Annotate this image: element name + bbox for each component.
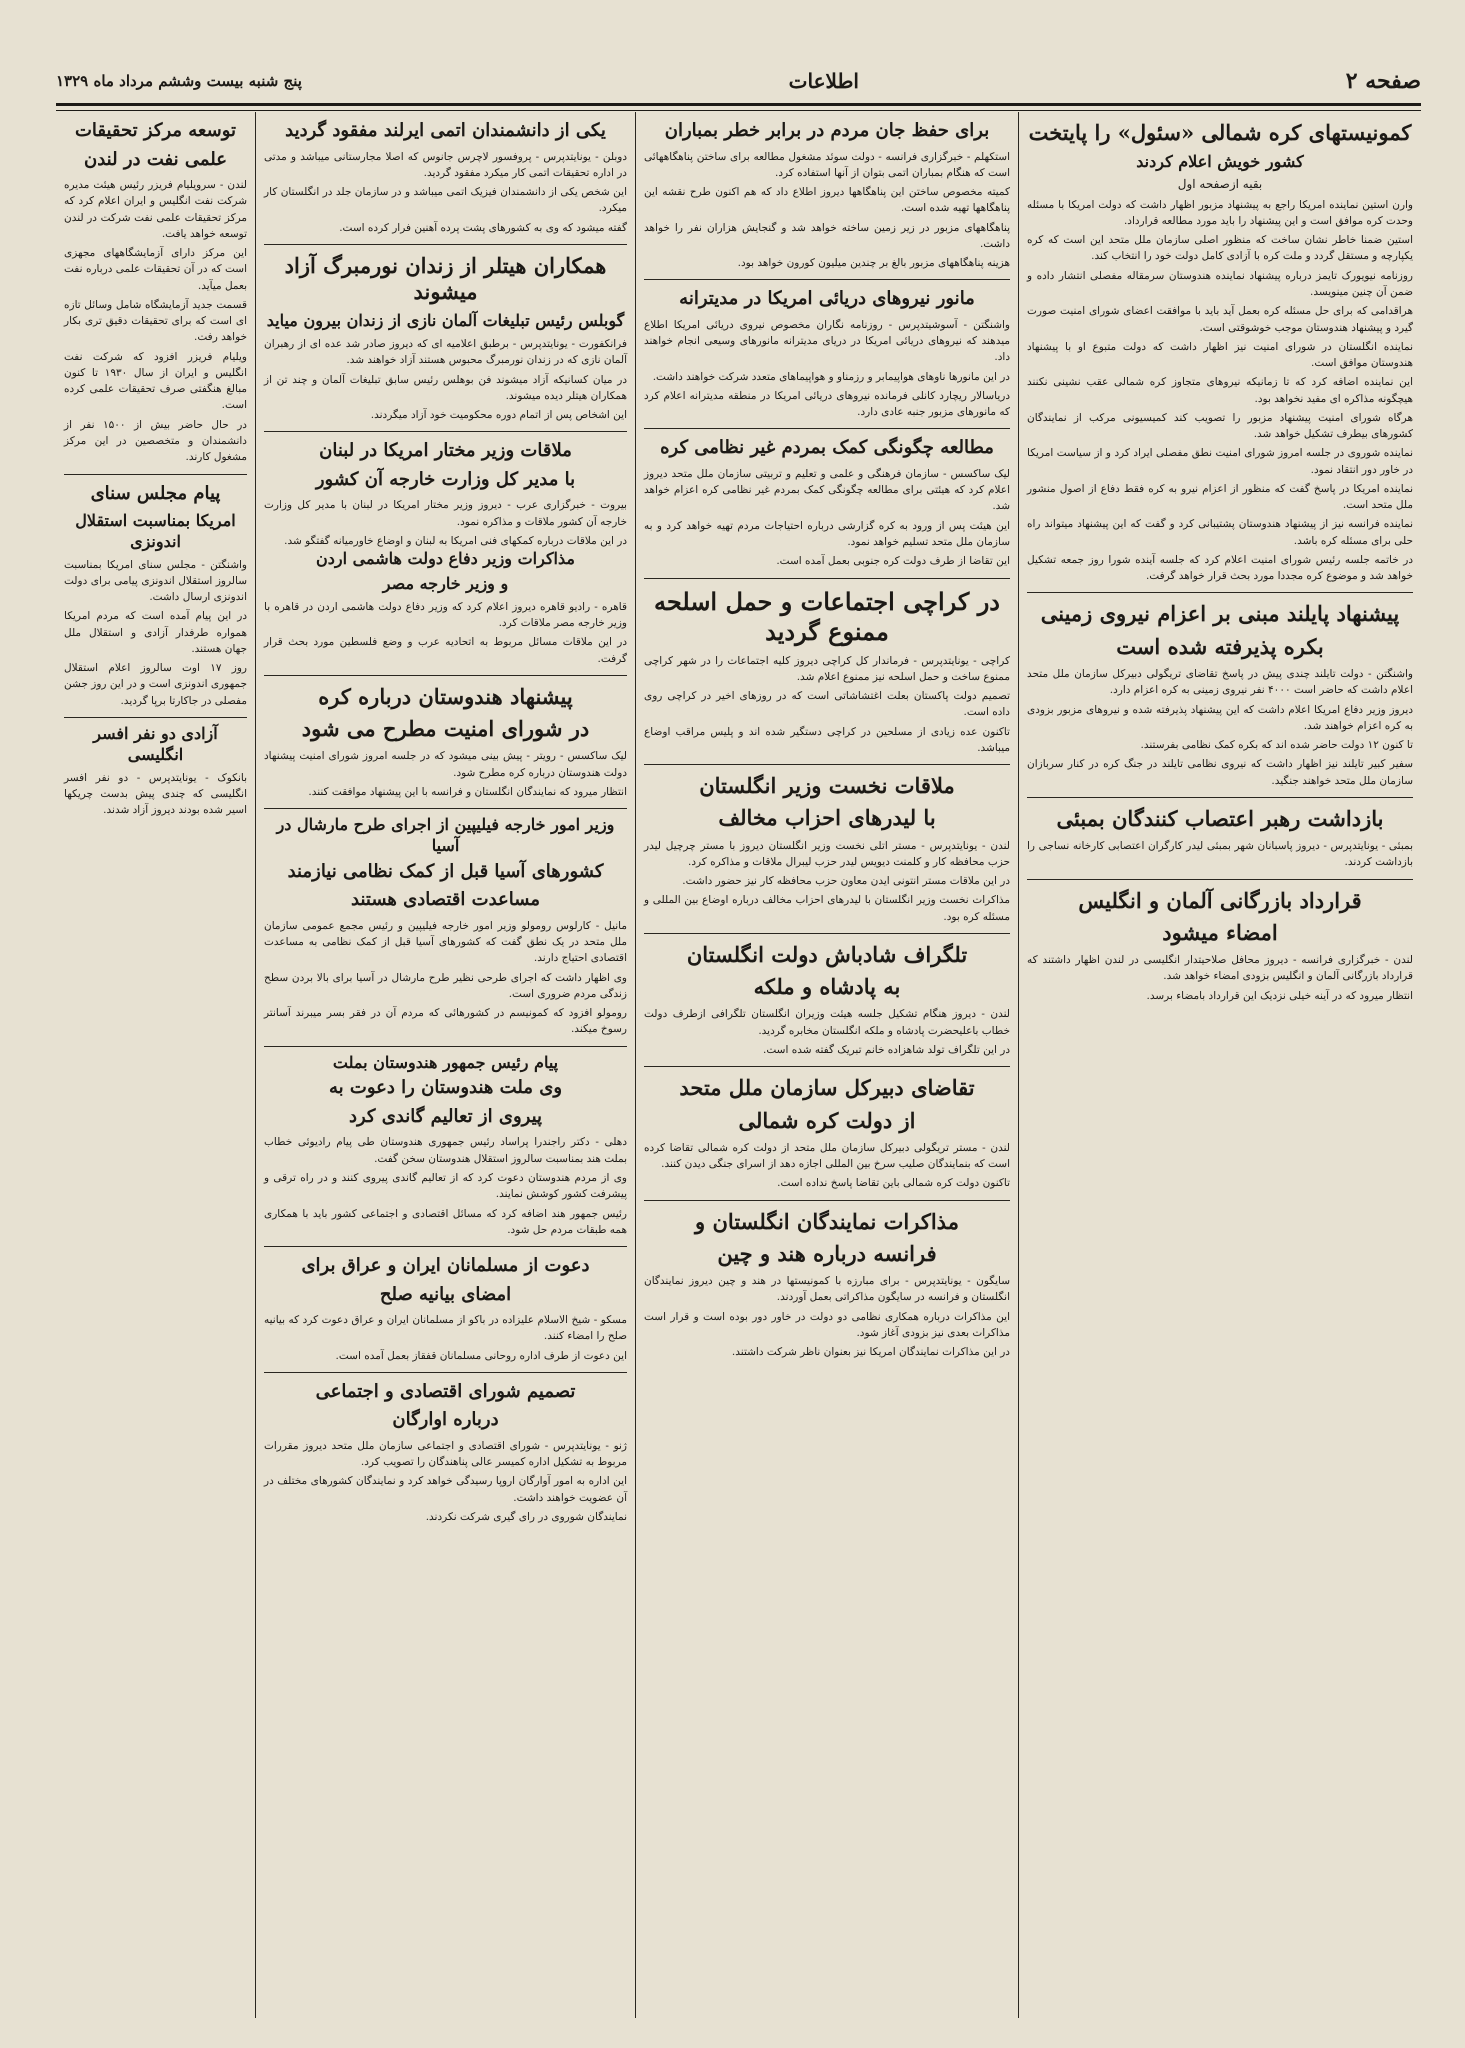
column-3 xyxy=(56,112,256,2018)
article-bomb-shelters xyxy=(644,112,1010,280)
article-korea-civilians xyxy=(644,429,1010,578)
column-4 xyxy=(256,112,636,2018)
paragraph: هراقدامی که برای حل مسئله کره بعمل آید باید با موافقت اعضای شورای امنیت صورت گیرد و پیشنهاد هندوستان موجب خوشوقتی است. xyxy=(1027,305,1413,334)
paragraph: نمایندگان شوروی در رای گیری شرکت نکردند. xyxy=(425,1510,627,1523)
headline: پیشنهاد هندوستان درباره کره xyxy=(318,683,573,709)
headline-line2: با مدیر کل وزارت خارجه آن کشور xyxy=(315,468,576,490)
paragraph: در حال حاضر بیش از ۱۵۰۰ نفر از دانشمندان و متخصصین در این مرکز مشغول کارند. xyxy=(64,418,247,464)
article-karachi xyxy=(644,579,1010,766)
paragraph: این مرکز دارای آزمایشگاههای مجهزی است که در آن تحقیقات علمی درباره نفت بعمل میآید. xyxy=(64,247,247,292)
paragraph: استین ضمنا خاطر نشان ساخت که منظور اصلی سازمان ملل متحد این است که کره یکپارچه و مستقل گردد و ملت کره با آزادی کامل دولت خود را انتخاب کند. xyxy=(1027,234,1413,263)
headline-line2: امضای بیانیه صلح xyxy=(379,1283,512,1305)
article-un-request xyxy=(644,1067,1010,1200)
paragraph: وارن استین نماینده امریکا راجع به پیشنهاد مزبور اظهار داشت که دولت امریکا با مسئله وحدت کره موافق است و این پیشنهاد را باید مورد مطالعه قرارداد. xyxy=(1027,198,1413,227)
article-philippines xyxy=(264,809,627,1046)
paragraph: لیک ساکسس - رویتر - پیش بینی میشود که در جلسه امروز شورای امنیت پیشنهاد دولت هندوستان درباره کره مطرح شود. xyxy=(264,750,627,779)
paragraph: تا کنون ۱۲ دولت حاضر شده اند که بکره کمک نظامی بفرستند. xyxy=(1140,739,1413,752)
paragraph: تاکنون عده زیادی از مسلحین در کراچی دستگیر شده اند و پلیس مراقب اوضاع میباشد. xyxy=(644,725,1010,754)
paragraph: دهلی - دکتر راجندرا پراساد رئیس جمهوری هندوستان طی پیام رادیوئی خطاب بملت هند بمناسبت سالروز استقلال هندوستان سخن گفت. xyxy=(264,1136,627,1165)
paragraph: بمبئی - یونایتدپرس - دیروز پاسبانان شهر بمبئی لیدر کارگران اعتصابی کارخانه نساجی را بازداشت کردند. xyxy=(1027,840,1413,869)
paragraph: وی اظهار داشت که اجرای طرحی نظیر طرح مارشال در آسیا برای بالا بردن سطح زندگی مردم ضروری است. xyxy=(264,971,627,1000)
paragraph: لندن - یونایتدپرس - مستر اتلی نخست وزیر انگلستان دیروز با مستر چرچیل لیدر حزب محافظه کار و کلمنت دیویس لیدر حزب لیبرال ملاقات و مذاکره کرد. xyxy=(644,839,1010,868)
paragraph: در این مذاکرات نمایندگان امریکا نیز بعنوان ناظر شرکت داشتند. xyxy=(731,1346,1010,1359)
article-lebanon xyxy=(264,432,627,675)
paragraph: پناهگاههای مزبور در زیر زمین ساخته خواهد شد و گنجایش هزاران نفر را خواهد داشت. xyxy=(644,221,1010,250)
subheadline: مذاکرات وزیر دفاع دولت هاشمی اردن xyxy=(316,549,575,569)
headline: مطالعه چگونگی کمک بمردم غیر نظامی کره xyxy=(660,437,994,459)
paragraph: لندن - دیروز هنگام تشکیل جلسه هیئت وزیران انگلستان تلگرافی ازطرف دولت خطاب باعلیحضرت پادشاه و ملکه انگلستان مخابره گردید. xyxy=(644,1008,1010,1037)
headline: بازداشت رهبر اعتصاب کنندگان بمبئی xyxy=(1056,805,1384,831)
paragraph: تصمیم دولت پاکستان بعلت اغتشاشاتی است که در روزهای اخیر در کراچی روی داده است. xyxy=(644,690,1010,719)
subheadline: امریکا بمناسبت استقلال اندونزی xyxy=(75,511,236,551)
paragraph: فرانکفورت - یونایتدپرس - برطبق اعلامیه ای که دیروز صادر شد عده ای از رهبران آلمان نازی که در زندان نورمبرگ محبوس هستند آزاد خواهند شد. xyxy=(264,338,627,367)
paragraph: گفته میشود که وی به کشورهای پشت پرده آهنین فرار کرده است. xyxy=(339,221,627,234)
columns xyxy=(56,112,1421,2018)
issue-date: پنج شنبه بیست وششم مرداد ماه ۱۳۲۹ xyxy=(56,72,302,90)
paragraph: رئیس جمهور هند اضافه کرد که مسائل اقتصادی و اجتماعی کشور باید با همکاری همه طبقات مردم حل شود. xyxy=(264,1207,627,1236)
article-india-president xyxy=(264,1047,627,1247)
paragraph: در این ملاقات درباره کمکهای فنی امریکا به لبنان و اوضاع خاورمیانه گفتگو شد. xyxy=(284,534,627,547)
paragraph: تاکنون دولت کره شمالی باین تقاضا پاسخ نداده است. xyxy=(777,1177,1010,1190)
paragraph: نماینده فرانسه نیز از پیشنهاد هندوستان پشتیبانی کرد و گفت که این پیشنهاد میتواند راه حلی برای مسئله کره باشد. xyxy=(1027,518,1413,547)
paragraph: لندن - مستر تریگولی دبیرکل سازمان ملل متحد از دولت کره شمالی تقاضا کرده است که بنمایندگان صلیب سرخ بین المللی اجازه دهد از اسرای جنگی دیدن کنند. xyxy=(644,1141,1010,1171)
headline-line2: در شورای امنیت مطرح می شود xyxy=(301,716,590,742)
headline-line2: درباره اوارگان xyxy=(392,1409,499,1431)
article-mediterranean xyxy=(644,280,1010,429)
paragraph: هرگاه شورای امنیت پیشنهاد مزبور را تصویب کند کمیسیونی مرکب از نمایندگان کشورهای بیطرف تشکیل خواهد شد. xyxy=(1027,411,1413,441)
headline-line2: به پادشاه و ملکه xyxy=(753,974,901,1000)
headline: مانور نیروهای دریائی امریکا در مدیترانه xyxy=(679,288,975,310)
kicker: وزیر امور خارجه فیلیپین از اجرای طرح مارشال در آسیا xyxy=(276,815,615,855)
article-bombay-strike xyxy=(1027,798,1413,880)
headline: کشورهای آسیا قبل از کمک نظامی نیازمند xyxy=(287,860,604,882)
paragraph: روزنامه نیویورک تایمز درباره پیشنهاد نماینده هندوستان سرمقاله مفصلی انتشار داده و ضمن آن چنین مینویسد. xyxy=(1027,269,1413,298)
column-2 xyxy=(636,112,1019,2018)
article-irish-scientist xyxy=(264,112,627,245)
headline: تلگراف شادباش دولت انگلستان xyxy=(686,941,968,967)
headline: پیام مجلس سنای xyxy=(90,482,221,504)
paragraph: واشنگتن - آسوشیتدپرس - روزنامه نگاران مخصوص نیروی دریائی امریکا اطلاع میدهند که نیروهای دریائی امریکا در دریای مدیترانه مانورهای وسیعی انجام خواهند داد. xyxy=(644,318,1010,364)
paragraph: بیروت - خبرگزاری عرب - دیروز وزیر مختار امریکا در لبنان با مدیر کل وزارت خارجه آن کشور ملاقات و مذاکره نمود. xyxy=(264,499,627,528)
subheadline: کشور خویش اعلام کردند xyxy=(1136,152,1304,172)
subheadline-line2: و وزیر خارجه مصر xyxy=(382,574,509,594)
headline: ملاقات نخست وزیر انگلستان xyxy=(699,773,955,799)
headline-line2: با لیدرهای احزاب مخالف xyxy=(718,805,936,831)
paragraph: نماینده شوروی در جلسه امروز شورای امنیت نطق مفصلی ایراد کرد و از سیاست امریکا در خاور دور انتقاد نمود. xyxy=(1027,447,1413,476)
article-senate-indonesia xyxy=(64,475,247,718)
paragraph: دوبلن - یونایتدپرس - پروفسور لاچرس جانوس که اصلا مجارستانی میباشد و مدتی در اداره تحقیقات اتمی کار میکرد مفقود گردید. xyxy=(264,150,627,179)
kicker: پیام رئیس جمهور هندوستان بملت xyxy=(332,1052,559,1072)
headline: قرارداد بازرگانی آلمان و انگلیس xyxy=(1078,887,1362,913)
article-korea-capital xyxy=(1027,112,1413,593)
headline-line2: امضاء میشود xyxy=(1162,919,1278,945)
headline: در کراچی اجتماعات و حمل اسلحه ممنوع گردید xyxy=(654,586,1000,646)
paragraph: کمیته مخصوص ساختن این پناهگاهها دیروز اطلاع داد که هم اکنون طرح نقشه این پناهگاهها تهیه شده است. xyxy=(644,186,1010,215)
page-number: صفحه ۲ xyxy=(1345,68,1421,94)
headline-line2: مساعدت اقتصادی هستند xyxy=(351,889,540,911)
paragraph: مانیل - کارلوس رومولو وزیر امور خارجه فیلیپین و رئیس مجمع عمومی سازمان ملل متحد در یک نطق گفت که کشورهای آسیا قبل از کمک نظامی به مساعدت اقتصادی احتیاج دارند. xyxy=(264,919,627,965)
paragraph: وی از مردم هندوستان دعوت کرد که از تعالیم گاندی پیروی کنند و در راه ترقی و پیشرفت کشور کوشش نمایند. xyxy=(264,1171,627,1201)
column-1 xyxy=(1019,112,1421,2018)
paragraph: ژنو - یونایتدپرس - شورای اقتصادی و اجتماعی سازمان ملل متحد دیروز مقررات مربوط به تشکیل اداره کمیسر عالی پناهندگان را تصویب کرد. xyxy=(264,1439,627,1469)
paragraph: این تقاضا از طرف دولت کره جنوبی بعمل آمده است. xyxy=(776,555,1010,568)
paper-name: اطلاعات xyxy=(788,69,859,93)
headline-line2: فرانسه درباره هند و چین xyxy=(717,1240,937,1266)
paragraph: دیروز وزیر دفاع امریکا اعلام داشت که این پیشنهاد پذیرفته شده و نیروهای مزبور بزودی به کره اعزام خواهند شد. xyxy=(1027,703,1413,732)
article-indochina xyxy=(644,1201,1010,1369)
subheadline: گوبلس رئیس تبلیغات آلمان نازی از زندان بیرون میاید xyxy=(266,311,625,331)
headline: تقاضای دبیرکل سازمان ملل متحد xyxy=(679,1075,975,1101)
headline: یکی از دانشمندان اتمی ایرلند مفقود گردید xyxy=(285,120,606,141)
headline: برای حفظ جان مردم در برابر خطر بمباران xyxy=(664,120,990,141)
headline-line2: بکره پذیرفته شده است xyxy=(1116,633,1324,659)
headline: مذاکرات نمایندگان انگلستان و xyxy=(695,1208,959,1234)
paragraph: در این پیام آمده است که مردم امریکا همواره طرفدار آزادی و استقلال ملل جهان هستند. xyxy=(64,610,247,655)
paragraph: در خاتمه جلسه رئیس شورای امنیت اعلام کرد که جلسه آینده شورا روز جمعه تشکیل خواهد شد و موضوع کره مجددا مورد بحث قرار خواهد گرفت. xyxy=(1027,553,1413,583)
paragraph: بانکوک - یونایتدپرس - دو نفر افسر انگلیسی که چندی پیش بدست چریکها اسیر شده بودند دیروز آزاد شدند. xyxy=(64,771,247,817)
paragraph: کراچی - یونایتدپرس - فرماندار کل کراچی دیروز کلیه اجتماعات را در شهر کراچی ممنوع ساخت و حمل اسلحه نیز ممنوع اعلام شد. xyxy=(644,654,1010,683)
paragraph: این اداره به امور آوارگان اروپا رسیدگی خواهد کرد و نمایندگان کشورهای مختلف در آن عضویت خواهند داشت. xyxy=(264,1475,627,1504)
paragraph: انتظار میرود که در آینه خیلی نزدیک این قرارداد بامضاء برسد. xyxy=(1146,989,1413,1002)
continued-note: بقیه ازصفحه اول xyxy=(1177,177,1263,192)
headline: پیشنهاد پایلند مبنی بر اعزام نیروی زمینی xyxy=(1040,601,1400,627)
paragraph: این شخص یکی از دانشمندان فیزیک اتمی میباشد و در سازمان جلد در انگلستان کار میکرد. xyxy=(264,186,627,215)
paragraph: استکهلم - خبرگزاری فرانسه - دولت سوئد مشغول مطالعه برای ساختن پناهگاههائی است که هنگام بمباران اتمی بتوان از آنها استفاده کرد. xyxy=(644,150,1010,179)
article-nuremberg xyxy=(264,245,627,433)
paragraph: واشنگتن - مجلس سنای امریکا بمناسبت سالروز استقلال اندونزی پیامی برای دولت اندونزی ارسال داشت. xyxy=(64,558,247,604)
article-trade-agreement xyxy=(1027,880,1413,1012)
article-royal-telegram xyxy=(644,934,1010,1067)
paragraph: در این مانورها ناوهای هواپیمابر و رزمناو و هواپیماهای متعدد شرکت خواهند داشت. xyxy=(652,370,1010,383)
paragraph: ویلیام فریزر افزود که شرکت نفت انگلیس و ایران از سال ۱۹۳۰ تا کنون مبالغ هنگفتی صرف تحقیقات علمی کرده است. xyxy=(64,350,247,412)
article-attlee xyxy=(644,765,1010,934)
paragraph: سایگون - یونایتدپرس - برای مبارزه با کمونیستها در هند و چین دیروز نمایندگان انگلستان و فرانسه در سایگون مذاکراتی بعمل آوردند. xyxy=(644,1275,1010,1304)
article-officers-freed xyxy=(64,718,247,826)
paragraph: در این ملاقات مسائل مربوط به اتحادیه عرب و وضع فلسطین مورد بحث قرار گرفت. xyxy=(264,636,627,665)
paragraph: مذاکرات نخست وزیر انگلستان با لیدرهای احزاب مخالف درباره اوضاع بین المللی و مسئله کره بود. xyxy=(644,894,1010,923)
headline: توسعه مرکز تحقیقات xyxy=(74,120,237,141)
paragraph: سفیر کبیر تایلند نیز اظهار داشت که نیروی نظامی تایلند در جنگ کره در کنار سربازان سازمان ملل متحد خواهند جنگید. xyxy=(1027,758,1413,787)
masthead xyxy=(56,62,1421,100)
paragraph: این دعوت از طرف اداره روحانی مسلمانان قفقاز بعمل آمده است. xyxy=(335,1349,627,1362)
headline: وی ملت هندوستان را دعوت به xyxy=(328,1077,563,1099)
paragraph: در این ملاقات مستر انتونی ایدن معاون حزب محافظه کار نیز حضور داشت. xyxy=(682,875,1010,888)
headline-line2: از دولت کره شمالی xyxy=(738,1107,916,1133)
paragraph: دریاسالار ریچارد کانلی فرمانده نیروهای دریائی امریکا در منطقه مدیترانه اعلام کرد که مانورهای مزبور جنبه عادی دارد. xyxy=(644,389,1010,419)
article-india-proposal xyxy=(264,676,627,809)
article-peace-declaration xyxy=(264,1247,627,1373)
headline-line2: پیروی از تعالیم گاندی کرد xyxy=(348,1105,543,1127)
headline: کمونیستهای کره شمالی «سئول» را پایتخت xyxy=(1028,120,1412,145)
headline-line2: علمی نفت در لندن xyxy=(84,148,227,170)
article-thailand-troops xyxy=(1027,593,1413,797)
headline: تصمیم شورای اقتصادی و اجتماعی xyxy=(315,1380,576,1402)
paragraph: لندن - خبرگزاری فرانسه - دیروز محافل صلاحیتدار انگلیسی در لندن اظهار داشتند که قرارداد بازرگانی آلمان و انگلیس بزودی امضاء خواهد شد. xyxy=(1027,954,1413,983)
article-oil-research xyxy=(64,112,247,475)
paragraph: هزینه پناهگاههای مزبور بالغ بر چندین میلیون کورون خواهد بود. xyxy=(737,257,1010,270)
paragraph: قاهره - رادیو قاهره دیروز اعلام کرد که وزیر دفاع دولت هاشمی اردن در قاهره با وزیر خارجه مصر ملاقات کرد. xyxy=(264,600,627,630)
paragraph: لندن - سرویلیام فریزر رئیس هیئت مدیره شرکت نفت انگلیس و ایران اعلام کرد که مرکز تحقیقات علمی نفت شرکت در لندن توسعه خواهد یافت. xyxy=(64,179,247,240)
paragraph: لیک ساکسس - سازمان فرهنگی و علمی و تعلیم و تربیتی سازمان ملل متحد دیروز اعلام کرد که هیئتی برای مطالعه چگونگی کمک بمردم غیر نظامی کره اعزام خواهد شد. xyxy=(644,467,1010,513)
paragraph: روز ۱۷ اوت سالروز اعلام استقلال جمهوری اندونزی است و در این روز جشن مفصلی در جاکارتا برپا گردید. xyxy=(64,662,247,707)
paragraph: رومولو افزود که کمونیسم در کشورهائی که مردم آن در فقر بسر میبرند آسانتر رسوخ میکند. xyxy=(264,1007,627,1036)
paragraph: این هیئت پس از ورود به کره گزارشی درباره احتیاجات مردم تهیه خواهد کرد و به سازمان ملل متحد تسلیم خواهد نمود. xyxy=(644,519,1010,549)
article-refugees xyxy=(264,1373,627,1533)
headline: همکاران هیتلر از زندان نورمبرگ آزاد میشوند xyxy=(284,252,607,305)
headline: دعوت از مسلمانان ایران و عراق برای xyxy=(301,1255,590,1277)
paragraph: نماینده امریکا در پاسخ گفت که منظور از اعزام نیرو به کره فقط دفاع از اصول منشور ملل متحد است. xyxy=(1027,482,1413,512)
masthead-rule xyxy=(56,103,1421,111)
headline: آزادی دو نفر افسر انگلیسی xyxy=(93,724,218,764)
paragraph: انتظار میرود که نمایندگان انگلستان و فرانسه با این پیشنهاد موافقت کنند. xyxy=(308,785,627,798)
paragraph: در میان کسانیکه آزاد میشوند فن بوهلس رئیس سابق تبلیغات آلمان و چند تن از همکاران هیتلر دیده میشوند. xyxy=(264,373,627,402)
paragraph: واشنگتن - دولت تایلند چندی پیش در پاسخ تقاضای تریگولی دبیرکل سازمان ملل متحد اعلام داشت که حاضر است ۴۰۰۰ نفر نیروی زمینی به کره اعزام دارد. xyxy=(1027,667,1413,697)
paragraph: این نماینده اضافه کرد که تا زمانیکه نیروهای متجاوز کره شمالی عقب نشینی نکنند هیچگونه مذاکره ای مفید نخواهد بود. xyxy=(1027,376,1413,405)
paragraph: مسکو - شیخ الاسلام علیزاده در باکو از مسلمانان ایران و عراق دعوت کرد که بیانیه صلح را امضاء کنند. xyxy=(264,1314,627,1343)
paragraph: این مذاکرات درباره همکاری نظامی دو دولت در خاور دور بوده است و قرار است مذاکرات بعدی نیز بزودی آغاز شود. xyxy=(644,1310,1010,1339)
paragraph: نماینده انگلستان در شورای امنیت نیز اظهار داشت که دولت متبوع او با پیشنهاد هندوستان موافق است. xyxy=(1027,340,1413,370)
paragraph: در این تلگراف تولد شاهزاده خانم تبریک گفته شده است. xyxy=(763,1044,1010,1056)
headline: ملاقات وزیر مختار امریکا در لبنان xyxy=(319,440,572,462)
paragraph: قسمت جدید آزمایشگاه شامل وسائل تازه ای است که برای تحقیقات دقیق تری بکار خواهد رفت. xyxy=(64,298,247,344)
paragraph: این اشخاص پس از اتمام دوره محکومیت خود آزاد میگردند. xyxy=(370,409,627,422)
